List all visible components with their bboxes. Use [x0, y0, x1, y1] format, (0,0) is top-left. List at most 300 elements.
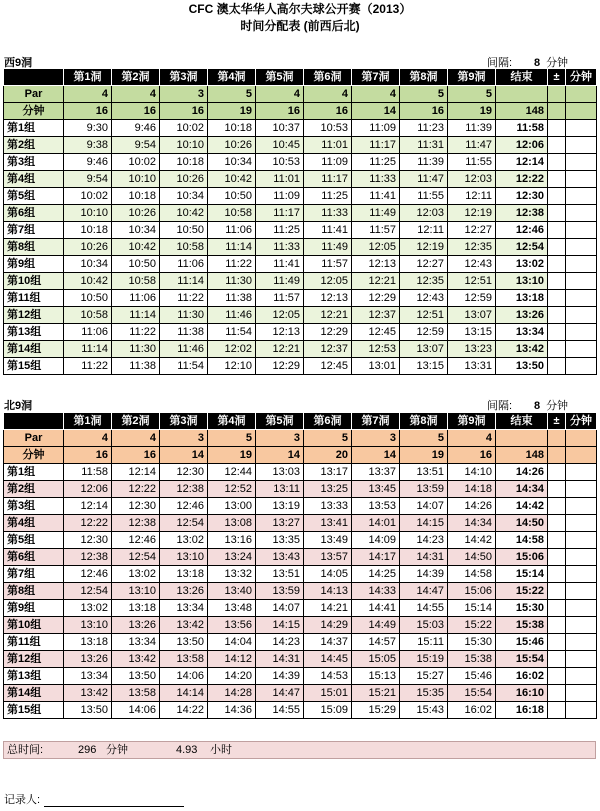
west-adjust-cell[interactable] — [548, 341, 566, 358]
west-minutes-cell[interactable] — [566, 137, 597, 154]
tee-time: 14:41 — [352, 600, 400, 617]
west-group-name: 第1组 — [4, 120, 64, 137]
finish-time: 12:06 — [496, 137, 548, 154]
table-row — [4, 239, 597, 256]
tee-time: 12:35 — [448, 239, 496, 256]
tee-time: 13:18 — [64, 634, 112, 651]
tee-time: 11:33 — [256, 239, 304, 256]
tee-time: 11:22 — [64, 358, 112, 375]
tee-time: 12:21 — [304, 307, 352, 324]
west-adjust-cell[interactable] — [548, 307, 566, 324]
tee-time: 13:56 — [208, 617, 256, 634]
tee-time: 13:48 — [208, 600, 256, 617]
west-adjust-cell[interactable] — [548, 205, 566, 222]
west-gap-unit: 分钟 — [546, 57, 569, 69]
table-row — [4, 358, 597, 375]
west-minutes-cell[interactable] — [566, 120, 597, 137]
tee-time: 12:45 — [352, 324, 400, 341]
finish-time: 12:30 — [496, 188, 548, 205]
north-adjust-cell[interactable] — [548, 532, 566, 549]
north-gap — [487, 397, 568, 413]
north-minutes-cell[interactable] — [566, 481, 597, 498]
north-minutes-col-3: 14 — [160, 447, 208, 464]
table-row — [4, 549, 597, 566]
tee-time: 13:57 — [304, 549, 352, 566]
tee-time: 12:27 — [448, 222, 496, 239]
tee-time: 14:23 — [256, 634, 304, 651]
north-par-pm — [548, 430, 566, 447]
tee-time: 13:07 — [448, 307, 496, 324]
tee-time: 11:38 — [208, 290, 256, 307]
table-row — [4, 290, 597, 307]
tee-time: 13:11 — [256, 481, 304, 498]
tee-time: 14:15 — [256, 617, 304, 634]
finish-time: 13:18 — [496, 290, 548, 307]
total-minutes-value: 296 — [78, 744, 97, 756]
tee-time: 13:59 — [400, 481, 448, 498]
finish-time: 11:58 — [496, 120, 548, 137]
north-par-hole-4: 5 — [208, 430, 256, 447]
total-hours-unit: 小时 — [210, 744, 232, 756]
west-adjust-cell[interactable] — [548, 239, 566, 256]
tee-time: 14:42 — [448, 532, 496, 549]
north-minutes-cell[interactable] — [566, 617, 597, 634]
page-subtitle: 时间分配表 (前西后北) — [240, 19, 360, 33]
north-group-name: 第6组 — [4, 549, 64, 566]
north-adjust-cell[interactable] — [548, 464, 566, 481]
tee-time: 12:03 — [448, 171, 496, 188]
finish-time: 14:34 — [496, 481, 548, 498]
tee-time: 11:22 — [112, 324, 160, 341]
tee-time: 14:09 — [352, 532, 400, 549]
tee-time: 14:55 — [400, 600, 448, 617]
tee-time: 13:02 — [160, 532, 208, 549]
tee-time: 12:30 — [160, 464, 208, 481]
north-group-name: 第8组 — [4, 583, 64, 600]
west-minutes-cell[interactable] — [566, 239, 597, 256]
tee-time: 13:45 — [352, 481, 400, 498]
finish-time: 13:42 — [496, 341, 548, 358]
table-row — [4, 188, 597, 205]
table-row — [4, 324, 597, 341]
tee-time: 13:34 — [160, 600, 208, 617]
tee-time: 11:46 — [160, 341, 208, 358]
tee-time: 14:15 — [400, 515, 448, 532]
tee-time: 14:22 — [160, 702, 208, 719]
tee-time: 11:09 — [352, 120, 400, 137]
tee-time: 11:17 — [256, 205, 304, 222]
tee-time: 15:22 — [448, 617, 496, 634]
tee-time: 13:27 — [256, 515, 304, 532]
tee-time: 9:46 — [112, 120, 160, 137]
west-header-col-9: 第9洞 — [448, 69, 496, 86]
tee-time: 14:20 — [208, 668, 256, 685]
tee-time: 11:01 — [256, 171, 304, 188]
north-minutes-cell[interactable] — [566, 600, 597, 617]
tee-time: 10:42 — [64, 273, 112, 290]
north-group-name: 第9组 — [4, 600, 64, 617]
tee-time: 15:38 — [448, 651, 496, 668]
west-group-name: 第10组 — [4, 273, 64, 290]
finish-time: 14:26 — [496, 464, 548, 481]
tee-time: 10:53 — [304, 120, 352, 137]
north-adjust-cell[interactable] — [548, 498, 566, 515]
west-minutes-cell[interactable] — [566, 154, 597, 171]
north-group-name: 第1组 — [4, 464, 64, 481]
tee-time: 14:18 — [448, 481, 496, 498]
tee-time: 12:22 — [64, 515, 112, 532]
north-header-col-10: 结束 — [496, 413, 548, 430]
tee-time: 13:40 — [208, 583, 256, 600]
tee-time: 11:49 — [304, 239, 352, 256]
west-minutes-cell[interactable] — [566, 290, 597, 307]
tee-time: 14:23 — [400, 532, 448, 549]
tee-time: 9:54 — [64, 171, 112, 188]
tee-time: 13:51 — [256, 566, 304, 583]
west-adjust-cell[interactable] — [548, 290, 566, 307]
tee-time: 11:39 — [448, 120, 496, 137]
north-adjust-cell[interactable] — [548, 685, 566, 702]
north-group-name: 第5组 — [4, 532, 64, 549]
tee-time: 10:02 — [64, 188, 112, 205]
tee-time: 12:43 — [400, 290, 448, 307]
north-group-name: 第7组 — [4, 566, 64, 583]
table-row — [4, 205, 597, 222]
tee-time: 13:49 — [304, 532, 352, 549]
table-row — [4, 222, 597, 239]
tee-time: 11:14 — [208, 239, 256, 256]
tee-time: 14:31 — [400, 549, 448, 566]
west-header-col-2: 第2洞 — [112, 69, 160, 86]
finish-time: 14:58 — [496, 532, 548, 549]
west-group-name: 第12组 — [4, 307, 64, 324]
tee-time: 16:02 — [448, 702, 496, 719]
tee-time: 14:49 — [352, 617, 400, 634]
tee-time: 10:42 — [208, 171, 256, 188]
finish-time: 13:34 — [496, 324, 548, 341]
tee-time: 14:47 — [256, 685, 304, 702]
tee-time: 14:06 — [112, 702, 160, 719]
north-adjust-cell[interactable] — [548, 634, 566, 651]
tee-time: 12:37 — [304, 341, 352, 358]
tee-time: 13:34 — [112, 634, 160, 651]
tee-time: 13:15 — [448, 324, 496, 341]
north-par-label: Par — [4, 430, 64, 447]
tee-time: 11:22 — [208, 256, 256, 273]
west-adjust-cell[interactable] — [548, 188, 566, 205]
tee-time: 12:05 — [304, 273, 352, 290]
tee-time: 14:34 — [448, 515, 496, 532]
tee-time: 13:08 — [208, 515, 256, 532]
tee-time: 11:25 — [352, 154, 400, 171]
north-adjust-cell[interactable] — [548, 617, 566, 634]
tee-time: 14:45 — [304, 651, 352, 668]
west-minutes-cell[interactable] — [566, 273, 597, 290]
west-par-label: Par — [4, 86, 64, 103]
tee-time: 14:39 — [400, 566, 448, 583]
north-adjust-cell[interactable] — [548, 549, 566, 566]
tee-time: 15:19 — [400, 651, 448, 668]
tee-time: 11:54 — [160, 358, 208, 375]
west-minutes-cell[interactable] — [566, 341, 597, 358]
tee-time: 9:54 — [112, 137, 160, 154]
tee-time: 15:46 — [448, 668, 496, 685]
table-row — [4, 583, 597, 600]
tee-time: 13:07 — [400, 341, 448, 358]
tee-time: 12:13 — [304, 290, 352, 307]
tee-time: 13:53 — [352, 498, 400, 515]
tee-time: 11:17 — [352, 137, 400, 154]
north-adjust-cell[interactable] — [548, 668, 566, 685]
tee-time: 9:30 — [64, 120, 112, 137]
tee-time: 11:25 — [256, 222, 304, 239]
west-minutes-cell[interactable] — [566, 222, 597, 239]
tee-time: 10:18 — [112, 188, 160, 205]
tee-time: 12:22 — [112, 481, 160, 498]
west-group-name: 第7组 — [4, 222, 64, 239]
north-minutes-cell[interactable] — [566, 464, 597, 481]
tee-time: 11:06 — [208, 222, 256, 239]
north-minutes-col-10: 148 — [496, 447, 548, 464]
north-minutes-cell[interactable] — [566, 668, 597, 685]
tee-time: 11:17 — [304, 171, 352, 188]
north-minutes-cell[interactable] — [566, 566, 597, 583]
north-par-hole-3: 3 — [160, 430, 208, 447]
tee-time: 12:30 — [64, 532, 112, 549]
tee-time: 10:42 — [160, 205, 208, 222]
tee-time: 14:25 — [352, 566, 400, 583]
tee-time: 14:26 — [448, 498, 496, 515]
north-minutes-cell[interactable] — [566, 702, 597, 719]
north-minutes-cell[interactable] — [566, 549, 597, 566]
finish-time: 13:50 — [496, 358, 548, 375]
north-minutes-cell[interactable] — [566, 651, 597, 668]
tee-time: 12:21 — [256, 341, 304, 358]
tee-time: 14:50 — [448, 549, 496, 566]
tee-time: 12:53 — [352, 341, 400, 358]
west-minutes-col-4: 19 — [208, 103, 256, 120]
west-par-end — [496, 86, 548, 103]
west-header-col-3: 第3洞 — [160, 69, 208, 86]
west-par-hole-9: 5 — [448, 86, 496, 103]
west-minutes-cell[interactable] — [566, 307, 597, 324]
tee-time: 13:42 — [64, 685, 112, 702]
west-adjust-cell[interactable] — [548, 137, 566, 154]
west-minutes-cell[interactable] — [566, 205, 597, 222]
table-row — [4, 685, 597, 702]
north-adjust-cell[interactable] — [548, 566, 566, 583]
tee-time: 14:39 — [256, 668, 304, 685]
tee-time: 11:06 — [160, 256, 208, 273]
north-minutes-cell[interactable] — [566, 685, 597, 702]
west-minutes-row — [4, 103, 597, 120]
recorder-label: 记录人: — [4, 794, 41, 806]
tee-time: 14:14 — [160, 685, 208, 702]
table-row — [4, 634, 597, 651]
tee-time: 10:42 — [112, 239, 160, 256]
west-section-label: 西9洞 — [4, 57, 33, 69]
tee-time: 15:03 — [400, 617, 448, 634]
tee-time: 15:30 — [448, 634, 496, 651]
north-minutes-row — [4, 447, 597, 464]
tee-time: 13:10 — [160, 549, 208, 566]
west-minutes-cell[interactable] — [566, 324, 597, 341]
tee-time: 13:17 — [304, 464, 352, 481]
finish-time: 14:50 — [496, 515, 548, 532]
north-adjust-cell[interactable] — [548, 481, 566, 498]
tee-time: 10:45 — [256, 137, 304, 154]
tee-time: 12:13 — [256, 324, 304, 341]
finish-time: 15:54 — [496, 651, 548, 668]
west-adjust-cell[interactable] — [548, 273, 566, 290]
north-minutes-cell[interactable] — [566, 634, 597, 651]
tee-time: 11:49 — [352, 205, 400, 222]
tee-time: 13:37 — [352, 464, 400, 481]
finish-time: 15:22 — [496, 583, 548, 600]
tee-time: 13:02 — [112, 566, 160, 583]
north-group-name: 第14组 — [4, 685, 64, 702]
tee-time: 14:12 — [208, 651, 256, 668]
page-title: CFC 澳太华华人高尔夫球公开赛（2013） — [188, 2, 412, 16]
tee-time: 13:23 — [448, 341, 496, 358]
west-group-name: 第2组 — [4, 137, 64, 154]
tee-time: 12:03 — [400, 205, 448, 222]
tee-time: 15:13 — [352, 668, 400, 685]
west-group-name: 第8组 — [4, 239, 64, 256]
table-row — [4, 137, 597, 154]
north-minutes-col-6: 20 — [304, 447, 352, 464]
tee-time: 14:33 — [352, 583, 400, 600]
west-adjust-cell[interactable] — [548, 358, 566, 375]
west-par-pm — [548, 86, 566, 103]
tee-time: 13:19 — [256, 498, 304, 515]
north-adjust-cell[interactable] — [548, 702, 566, 719]
tee-time: 12:38 — [64, 549, 112, 566]
west-group-name: 第13组 — [4, 324, 64, 341]
tee-time: 11:57 — [304, 256, 352, 273]
tee-time: 10:50 — [160, 222, 208, 239]
tee-time: 10:26 — [160, 171, 208, 188]
west-minutes-col-6: 16 — [304, 103, 352, 120]
north-header-col-11: ± — [548, 413, 566, 430]
tee-time: 15:21 — [352, 685, 400, 702]
tee-time: 15:43 — [400, 702, 448, 719]
table-row — [4, 617, 597, 634]
tee-time: 12:05 — [352, 239, 400, 256]
tee-time: 12:19 — [400, 239, 448, 256]
tee-time: 13:35 — [256, 532, 304, 549]
tee-time: 12:46 — [160, 498, 208, 515]
west-minutes-label: 分钟 — [4, 103, 64, 120]
west-minutes-cell[interactable] — [566, 358, 597, 375]
tee-time: 12:11 — [448, 188, 496, 205]
west-adjust-cell[interactable] — [548, 120, 566, 137]
tee-time: 15:06 — [448, 583, 496, 600]
north-minutes-col-2: 16 — [112, 447, 160, 464]
tee-time: 10:34 — [160, 188, 208, 205]
north-par-row — [4, 430, 597, 447]
tee-time: 13:01 — [352, 358, 400, 375]
west-group-name: 第5组 — [4, 188, 64, 205]
tee-time: 10:34 — [112, 222, 160, 239]
tee-time: 11:55 — [400, 188, 448, 205]
north-adjust-cell[interactable] — [548, 600, 566, 617]
tee-time: 14:37 — [304, 634, 352, 651]
finish-time: 16:18 — [496, 702, 548, 719]
tee-time: 10:34 — [64, 256, 112, 273]
west-adjust-cell[interactable] — [548, 154, 566, 171]
tee-time: 10:26 — [208, 137, 256, 154]
tee-time: 11:57 — [256, 290, 304, 307]
north-group-name: 第12组 — [4, 651, 64, 668]
table-row — [4, 256, 597, 273]
finish-time: 16:10 — [496, 685, 548, 702]
tee-time: 13:10 — [64, 617, 112, 634]
west-minutes-col-5: 16 — [256, 103, 304, 120]
west-minutes-col-1: 16 — [64, 103, 112, 120]
tee-time: 11:25 — [304, 188, 352, 205]
finish-time: 16:02 — [496, 668, 548, 685]
tee-time: 11:58 — [64, 464, 112, 481]
north-minutes-col-7: 14 — [352, 447, 400, 464]
tee-time: 12:14 — [64, 498, 112, 515]
north-adjust-cell[interactable] — [548, 515, 566, 532]
west-adjust-cell[interactable] — [548, 171, 566, 188]
tee-time: 14:13 — [304, 583, 352, 600]
tee-time: 15:01 — [304, 685, 352, 702]
west-minutes-cell[interactable] — [566, 188, 597, 205]
north-minutes-cell[interactable] — [566, 515, 597, 532]
table-row — [4, 668, 597, 685]
table-row — [4, 171, 597, 188]
north-minutes-cell[interactable] — [566, 583, 597, 600]
table-row — [4, 702, 597, 719]
north-minutes-cell[interactable] — [566, 532, 597, 549]
tee-time: 14:01 — [352, 515, 400, 532]
north-minutes-cell[interactable] — [566, 498, 597, 515]
tee-time: 11:55 — [448, 154, 496, 171]
tee-time: 15:09 — [304, 702, 352, 719]
recorder-signature-line[interactable] — [44, 794, 184, 807]
north-adjust-cell[interactable] — [548, 651, 566, 668]
tee-time: 13:26 — [160, 583, 208, 600]
north-adjust-cell[interactable] — [548, 583, 566, 600]
tee-time: 10:58 — [208, 205, 256, 222]
west-adjust-cell[interactable] — [548, 324, 566, 341]
tee-time: 14:07 — [256, 600, 304, 617]
tee-time: 13:43 — [256, 549, 304, 566]
table-row — [4, 498, 597, 515]
tee-time: 12:29 — [256, 358, 304, 375]
table-row — [4, 341, 597, 358]
west-par-hole-6: 4 — [304, 86, 352, 103]
tee-time: 13:51 — [400, 464, 448, 481]
west-group-name: 第15组 — [4, 358, 64, 375]
north-par-hole-1: 4 — [64, 430, 112, 447]
west-minutes-cell[interactable] — [566, 256, 597, 273]
tee-time: 13:33 — [304, 498, 352, 515]
west-adjust-cell[interactable] — [548, 222, 566, 239]
finish-time: 14:42 — [496, 498, 548, 515]
tee-time: 12:11 — [400, 222, 448, 239]
tee-time: 11:06 — [112, 290, 160, 307]
west-adjust-cell[interactable] — [548, 256, 566, 273]
tee-time: 13:15 — [400, 358, 448, 375]
tee-time: 11:30 — [112, 341, 160, 358]
west-minutes-cell[interactable] — [566, 171, 597, 188]
tee-time: 12:19 — [448, 205, 496, 222]
tee-time: 11:54 — [208, 324, 256, 341]
